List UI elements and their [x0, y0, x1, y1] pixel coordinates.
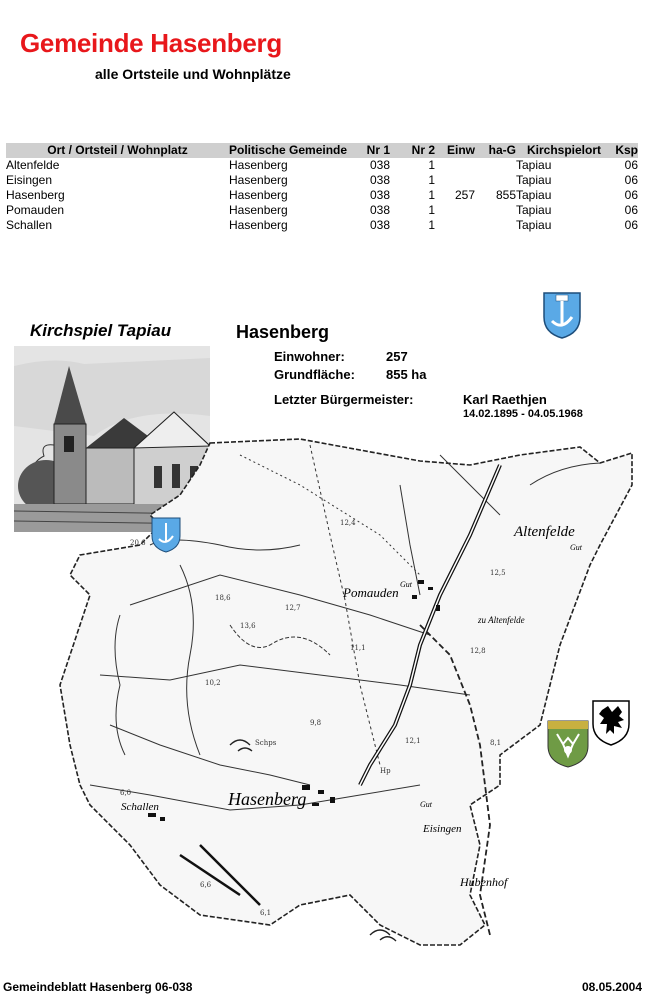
- table-cell: Eisingen: [6, 173, 53, 187]
- table-cell: Hasenberg: [6, 188, 65, 202]
- table-cell: [435, 173, 475, 188]
- svg-text:6,0: 6,0: [120, 789, 132, 797]
- svg-text:18,6: 18,6: [215, 594, 231, 602]
- table-cell: Tapiau: [516, 158, 552, 172]
- svg-text:10,2: 10,2: [205, 679, 221, 687]
- table-cell: 038: [369, 173, 390, 187]
- table-cell: Hasenberg: [229, 203, 288, 217]
- table-row: [6, 188, 638, 203]
- table-row: [6, 173, 638, 188]
- table-cell: 1: [428, 173, 435, 187]
- buergermeister-dates: 14.02.1895 - 04.05.1968: [463, 408, 583, 420]
- table-cell: Pomauden: [6, 203, 65, 217]
- buergermeister-label: Letzter Bürgermeister:: [274, 392, 414, 407]
- column-header: Ort / Ortsteil / Wohnplatz: [6, 143, 229, 158]
- svg-text:Hp: Hp: [380, 767, 391, 775]
- table-cell: Tapiau: [516, 173, 552, 187]
- svg-text:12,4: 12,4: [340, 519, 356, 527]
- svg-text:Schps: Schps: [255, 739, 277, 747]
- table-cell: 06: [624, 188, 638, 202]
- einwohner-label: Einwohner:: [274, 349, 345, 364]
- table-cell: [435, 158, 475, 173]
- table-cell: 06: [624, 218, 638, 232]
- eagle-coat-of-arms-icon: [592, 700, 630, 746]
- table-cell: [475, 173, 516, 188]
- table-cell: Hasenberg: [229, 218, 288, 232]
- footer-date: 08.05.2004: [581, 980, 642, 994]
- map-label-pomauden: Pomauden: [343, 585, 399, 600]
- svg-text:12,1: 12,1: [405, 737, 421, 745]
- map: [0, 425, 640, 973]
- flaeche-label: Grundfläche:: [274, 367, 355, 382]
- table-cell: 038: [369, 203, 390, 217]
- table-cell: 06: [624, 203, 638, 217]
- table-cell: 1: [428, 158, 435, 172]
- map-label-altenfelde: Altenfelde: [514, 524, 575, 540]
- svg-text:12,5: 12,5: [490, 569, 506, 577]
- table-row: [6, 218, 638, 233]
- table-cell: Tapiau: [516, 218, 552, 232]
- svg-text:6,6: 6,6: [200, 881, 212, 889]
- table-cell: Hasenberg: [229, 173, 288, 187]
- page-subtitle: alle Ortsteile und Wohnplätze: [95, 66, 291, 82]
- svg-text:20,6: 20,6: [130, 539, 146, 547]
- table-cell: 038: [369, 158, 390, 172]
- map-label-schallen: Schallen: [121, 801, 159, 813]
- coat-of-arms-tapiau-small-icon: [151, 517, 181, 553]
- map-label-hasenberg: Hasenberg: [228, 789, 307, 809]
- table-row: [6, 158, 638, 173]
- table-cell: [475, 203, 516, 218]
- table-cell: Altenfelde: [6, 158, 60, 172]
- column-header: Kirchspielort: [516, 143, 612, 158]
- coat-of-arms-samland-icon: [547, 720, 589, 768]
- table-row: [6, 203, 638, 218]
- table-cell: 038: [369, 218, 390, 232]
- table-header-row: [6, 143, 638, 158]
- table-cell: Hasenberg: [229, 188, 288, 202]
- table-cell: 855: [495, 188, 516, 202]
- table-cell: [475, 218, 516, 233]
- table-cell: [435, 203, 475, 218]
- flaeche-value: 855 ha: [386, 367, 427, 382]
- map-label-hubenhof: Hubenhof: [460, 875, 508, 889]
- svg-text:12,7: 12,7: [285, 604, 301, 612]
- table-cell: Hasenberg: [229, 158, 288, 172]
- table-cell: [435, 218, 475, 233]
- svg-text:8,1: 8,1: [490, 739, 502, 747]
- kirchspiel-title: Kirchspiel Tapiau: [30, 321, 172, 340]
- column-header: Nr 2: [390, 143, 435, 158]
- table-cell: 1: [428, 203, 435, 217]
- column-header: Einw: [435, 143, 475, 158]
- svg-text:6,1: 6,1: [260, 909, 272, 917]
- map-label-eisingen: Eisingen: [423, 823, 462, 835]
- column-header: Ksp: [612, 143, 638, 158]
- map-label-gut: Gut: [420, 800, 432, 809]
- table-cell: 038: [369, 188, 390, 202]
- table-cell: 1: [428, 218, 435, 232]
- svg-text:9,8: 9,8: [310, 719, 322, 727]
- table-cell: 1: [428, 188, 435, 202]
- svg-text:13,6: 13,6: [240, 622, 256, 630]
- footer-left: Gemeindeblatt Hasenberg 06-038: [3, 980, 193, 994]
- coat-of-arms-tapiau-icon: [542, 291, 582, 339]
- buergermeister-name: Karl Raethjen: [463, 392, 547, 407]
- map-label-zu-altenfelde: zu Altenfelde: [478, 615, 525, 625]
- table-cell: 06: [624, 158, 638, 172]
- page-title: Gemeinde Hasenberg: [20, 28, 282, 58]
- einwohner-value: 257: [386, 349, 408, 364]
- table-cell: 06: [624, 173, 638, 187]
- map-label-gut: Gut: [570, 543, 582, 552]
- column-header: Nr 1: [364, 143, 390, 158]
- table-cell: Schallen: [6, 218, 53, 232]
- table-cell: [475, 158, 516, 173]
- place-name: Hasenberg: [236, 322, 330, 342]
- map-label-gut: Gut: [400, 580, 412, 589]
- table-cell: Tapiau: [516, 188, 552, 202]
- svg-text:11,1: 11,1: [350, 644, 366, 652]
- table-cell: Tapiau: [516, 203, 552, 217]
- table-cell: 257: [454, 188, 475, 202]
- column-header: Politische Gemeinde: [229, 143, 364, 158]
- column-header: ha-G: [475, 143, 516, 158]
- places-table: [6, 143, 638, 233]
- svg-text:12,8: 12,8: [470, 647, 486, 655]
